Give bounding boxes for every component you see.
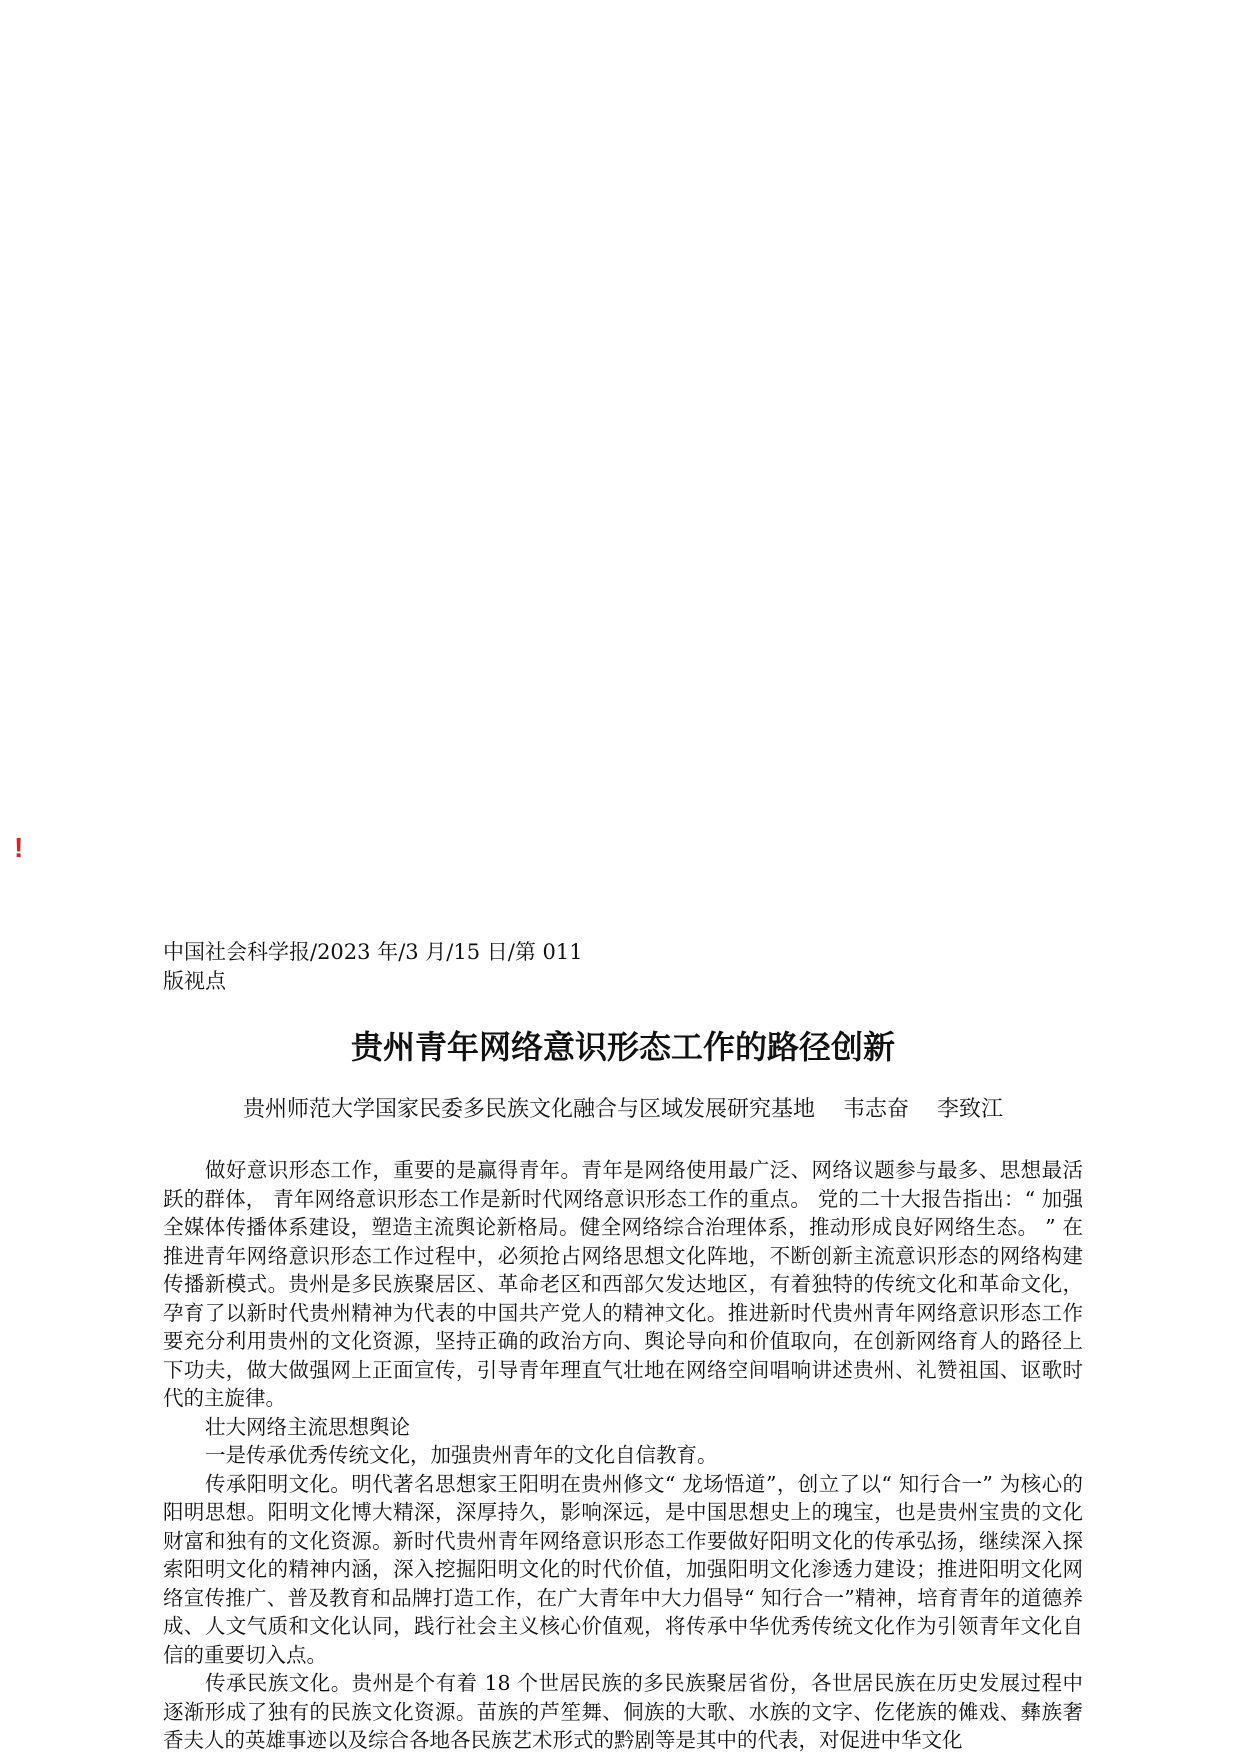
article-body [163, 1156, 1083, 1755]
paragraph-ethnic-culture: 传承民族文化。贵州是个有着 18 个世居民族的多民族聚居省份，各世居民族在历史发展过程中逐渐形成了独有的民族文化资源。苗族的芦笙舞、侗族的大歌、水族的文字、仡佬族的傩戏、彝族奢香夫人的英雄事迹以及综合各地各民族艺术形式的黔剧等是其中的代表，对促进中华文化 [163, 1671, 1083, 1752]
source-line-1: 中国社会科学报/2023 年/3 月/15 日/第 011 [163, 940, 583, 964]
source-line-2: 版视点 [163, 969, 226, 993]
author-name-2: 李致江 [937, 1097, 1004, 1122]
red-exclamation-mark: ! [14, 832, 24, 863]
byline [163, 1094, 1083, 1126]
subsection-heading: 一是传承优秀传统文化，加强贵州青年的文化自信教育。 [205, 1443, 718, 1467]
author-institution: 贵州师范大学国家民委多民族文化融合与区域发展研究基地 [242, 1097, 815, 1122]
article-title: 贵州青年网络意识形态工作的路径创新 [350, 1028, 895, 1066]
section-heading: 壮大网络主流思想舆论 [205, 1414, 410, 1439]
paragraph-intro: 做好意识形态工作，重要的是赢得青年。青年是网络使用最广泛、网络议题参与最多、思想最活跃的群体， 青年网络意识形态工作是新时代网络意识形态工作的重点。 党的二十大报告指出：“ 加强全媒体传播体系建设，塑造主流舆论新格局。健全网络综合治理体系，推动形成良好网络生态。 ” 在推进青年网络意识形态工作过程中，必须抢占网络思想文化阵地，不断创新主流意识形态的网络构建传播新模式。贵州是多民族聚居区、革命老区和西部欠发达地区，有着独特的传统文化和革命文化，孕育了以新时代贵州精神为代表的中国共产党人的精神文化。推进新时代贵州青年网络意识形态工作要充分利用贵州的文化资源，坚持正确的政治方向、舆论导向和价值取向，在创新网络育人的路径上下功夫，做大做强网上正面宣传，引导青年理直气壮地在网络空间唱响讲述贵州、礼赞祖国、讴歌时代的主旋律。 [163, 1158, 1083, 1410]
source-citation [163, 938, 1083, 996]
paragraph-yangming-culture: 传承阳明文化。明代著名思想家王阳明在贵州修文“ 龙场悟道”，创立了以“ 知行合一” 为核心的阳明思想。阳明文化博大精深，深厚持久，影响深远，是中国思想史上的瑰宝，也是贵州宝贵的文化财富和独有的文化资源。新时代贵州青年网络意识形态工作要做好阳明文化的传承弘扬，继续深入探索阳明文化的精神内涵，深入挖掘阳明文化的时代价值，加强阳明文化渗透力建设；推进阳明文化网络宣传推广、普及教育和品牌打造工作，在广大青年中大力倡导“ 知行合一”精神，培育青年的道德养成、人文气质和文化认同，践行社会主义核心价值观，将传承中华优秀传统文化作为引领青年文化自信的重要切入点。 [163, 1471, 1083, 1667]
author-name-1: 韦志奋 [842, 1097, 909, 1122]
